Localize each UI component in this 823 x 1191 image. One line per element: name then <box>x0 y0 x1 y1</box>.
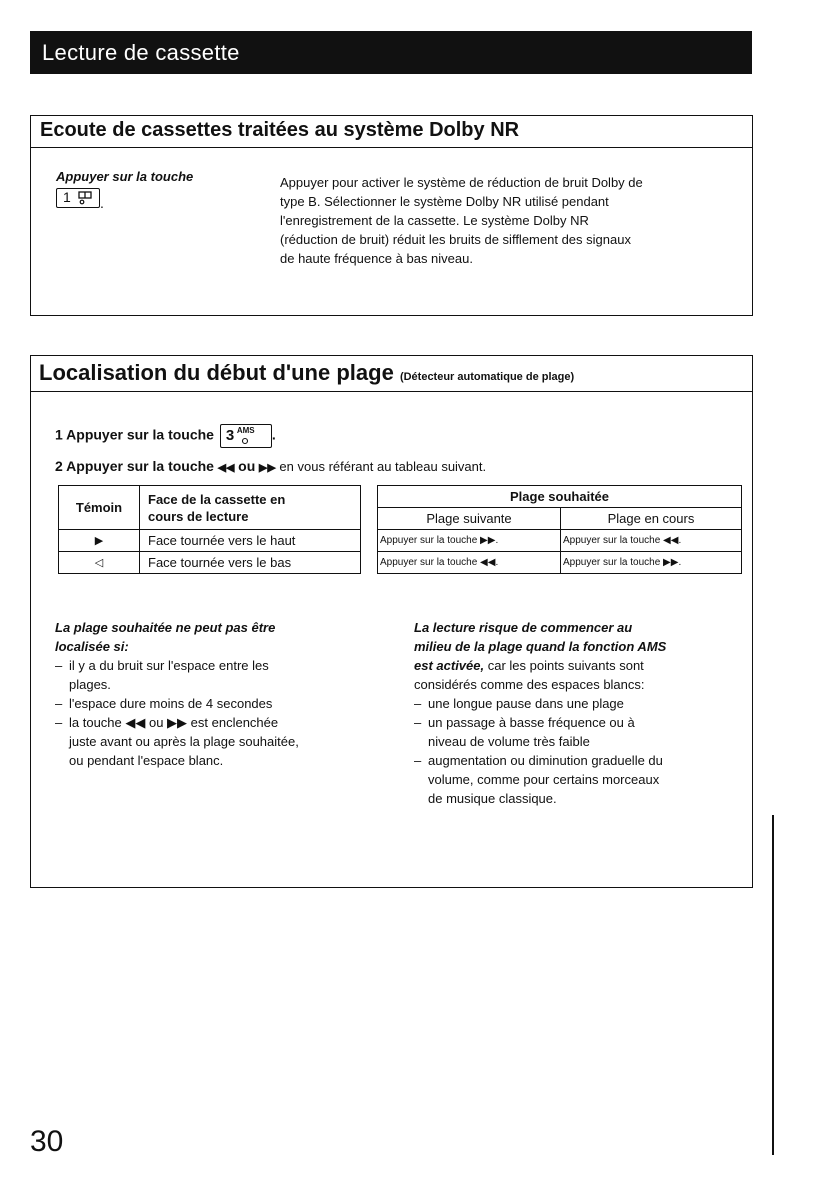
left-note-list <box>55 656 355 770</box>
header-temoin: Témoin <box>59 486 140 530</box>
list-item <box>414 713 749 751</box>
table-row <box>59 552 742 574</box>
page-number: 30 <box>30 1125 64 1158</box>
header-face <box>140 486 361 530</box>
list-item-line: – la touche ◀◀ ou ▶▶ est enclenchée <box>69 715 279 730</box>
description-line: type B. Sélectionner le système Dolby NR utilisé pendant <box>280 194 609 209</box>
en-cours-cell: Appuyer sur la touche ▶▶. <box>561 552 742 574</box>
description-line: l'enregistrement de la cassette. Le système Dolby NR <box>280 213 589 228</box>
ams-heading-note: (Détecteur automatique de plage) <box>399 371 575 383</box>
list-item-line: niveau de volume très faible <box>428 734 590 749</box>
list-item-line: – l'espace dure moins de 4 secondes <box>69 696 273 711</box>
dolby-key-number: 1 <box>63 189 71 205</box>
header-en-cours: Plage en cours <box>561 508 742 530</box>
section-title-bar <box>30 31 752 74</box>
list-item-line: ou pendant l'espace blanc. <box>69 753 224 768</box>
rewind-icon: ◀◀ <box>217 462 235 474</box>
en-cours-cell: Appuyer sur la touche ◀◀. <box>561 530 742 552</box>
dolby-heading: Ecoute de cassettes traitées au système Dolby NR <box>40 119 520 141</box>
list-item <box>55 713 355 770</box>
list-item-line: – il y a du bruit sur l'espace entre les <box>69 658 269 673</box>
ams-heading-text: Localisation du début d'une plage <box>39 360 394 385</box>
suivante-cell: Appuyer sur la touche ◀◀. <box>378 552 561 574</box>
step-2-or: ou <box>238 458 256 474</box>
temoin-play-icon: ▶ <box>59 530 140 552</box>
list-item <box>414 751 749 808</box>
header-face-line: Face de la cassette en <box>148 491 286 507</box>
face-cell: Face tournée vers le haut <box>140 530 361 552</box>
suivante-cell: Appuyer sur la touche ▶▶. <box>378 530 561 552</box>
dolby-description <box>280 173 750 268</box>
list-item-line: de musique classique. <box>428 791 557 806</box>
dolby-section <box>30 115 753 316</box>
table-row <box>59 530 742 552</box>
list-item-line: plages. <box>69 677 111 692</box>
description-line: (réduction de bruit) réduit les bruits de sifflement des signaux <box>280 232 631 247</box>
list-item-line: volume, comme pour certains morceaux <box>428 772 660 787</box>
ams-key-label: AMS <box>236 426 255 435</box>
right-note <box>414 618 749 808</box>
right-note-title-rest: car les points suivants sont <box>484 658 644 673</box>
list-item <box>414 694 749 713</box>
description-line: Appuyer pour activer le système de réduction de bruit Dolby de <box>280 175 643 190</box>
list-item <box>55 694 355 713</box>
step-2 <box>55 458 486 474</box>
ams-circle-icon <box>241 437 249 445</box>
ams-heading-bar <box>31 356 752 392</box>
ams-heading <box>39 360 574 386</box>
right-note-list <box>414 694 749 808</box>
face-cell: Face tournée vers le bas <box>140 552 361 574</box>
dolby-press-label: Appuyer sur la touche <box>56 169 194 184</box>
list-item-line: juste avant ou après la plage souhaitée, <box>69 734 299 749</box>
step-2-label: 2 Appuyer sur la touche <box>55 458 214 474</box>
left-note-title <box>55 618 355 656</box>
right-note-title-mixed <box>414 656 749 675</box>
step-1-label: 1 Appuyer sur la touche <box>55 426 214 443</box>
left-note-title-line: La plage souhaitée ne peut pas être <box>55 620 276 635</box>
list-item-line: – un passage à basse fréquence ou à <box>428 715 635 730</box>
header-plage: Plage souhaitée <box>378 486 742 508</box>
left-note <box>55 618 355 770</box>
section-title: Lecture de cassette <box>42 40 240 65</box>
list-item-line: – augmentation ou diminution graduelle du <box>428 753 663 768</box>
ams-key <box>220 424 272 448</box>
dolby-symbol-icon <box>78 191 92 205</box>
ams-table <box>58 485 742 574</box>
header-face-line: cours de lecture <box>148 508 249 524</box>
description-line: de haute fréquence à bas niveau. <box>280 251 473 266</box>
ams-key-number: 3 <box>225 427 235 444</box>
right-note-title-line: est activée, <box>414 658 485 673</box>
table-gap <box>361 486 378 574</box>
temoin-reverse-icon: ◁ <box>59 552 140 574</box>
dolby-nr-key <box>56 188 100 208</box>
fast-forward-icon: ▶▶ <box>258 462 276 474</box>
list-item <box>55 656 355 694</box>
header-suivante: Plage suivante <box>378 508 561 530</box>
step-1: 1 Appuyer sur la touche 3 AMS . <box>55 424 276 448</box>
right-note-title-line: milieu de la plage quand la fonction AMS <box>414 639 667 654</box>
list-item-line: – une longue pause dans une plage <box>428 696 624 711</box>
margin-rule <box>772 815 774 1155</box>
right-note-title-line: La lecture risque de commencer au <box>414 620 633 635</box>
ams-section <box>30 355 753 888</box>
dolby-key-group: 1 . <box>56 188 104 213</box>
left-note-title-line: localisée si: <box>55 639 129 654</box>
dolby-heading-bar <box>31 116 752 148</box>
right-note-line: considérés comme des espaces blancs: <box>414 677 645 692</box>
step-2-rest: en vous référant au tableau suivant. <box>279 459 487 474</box>
